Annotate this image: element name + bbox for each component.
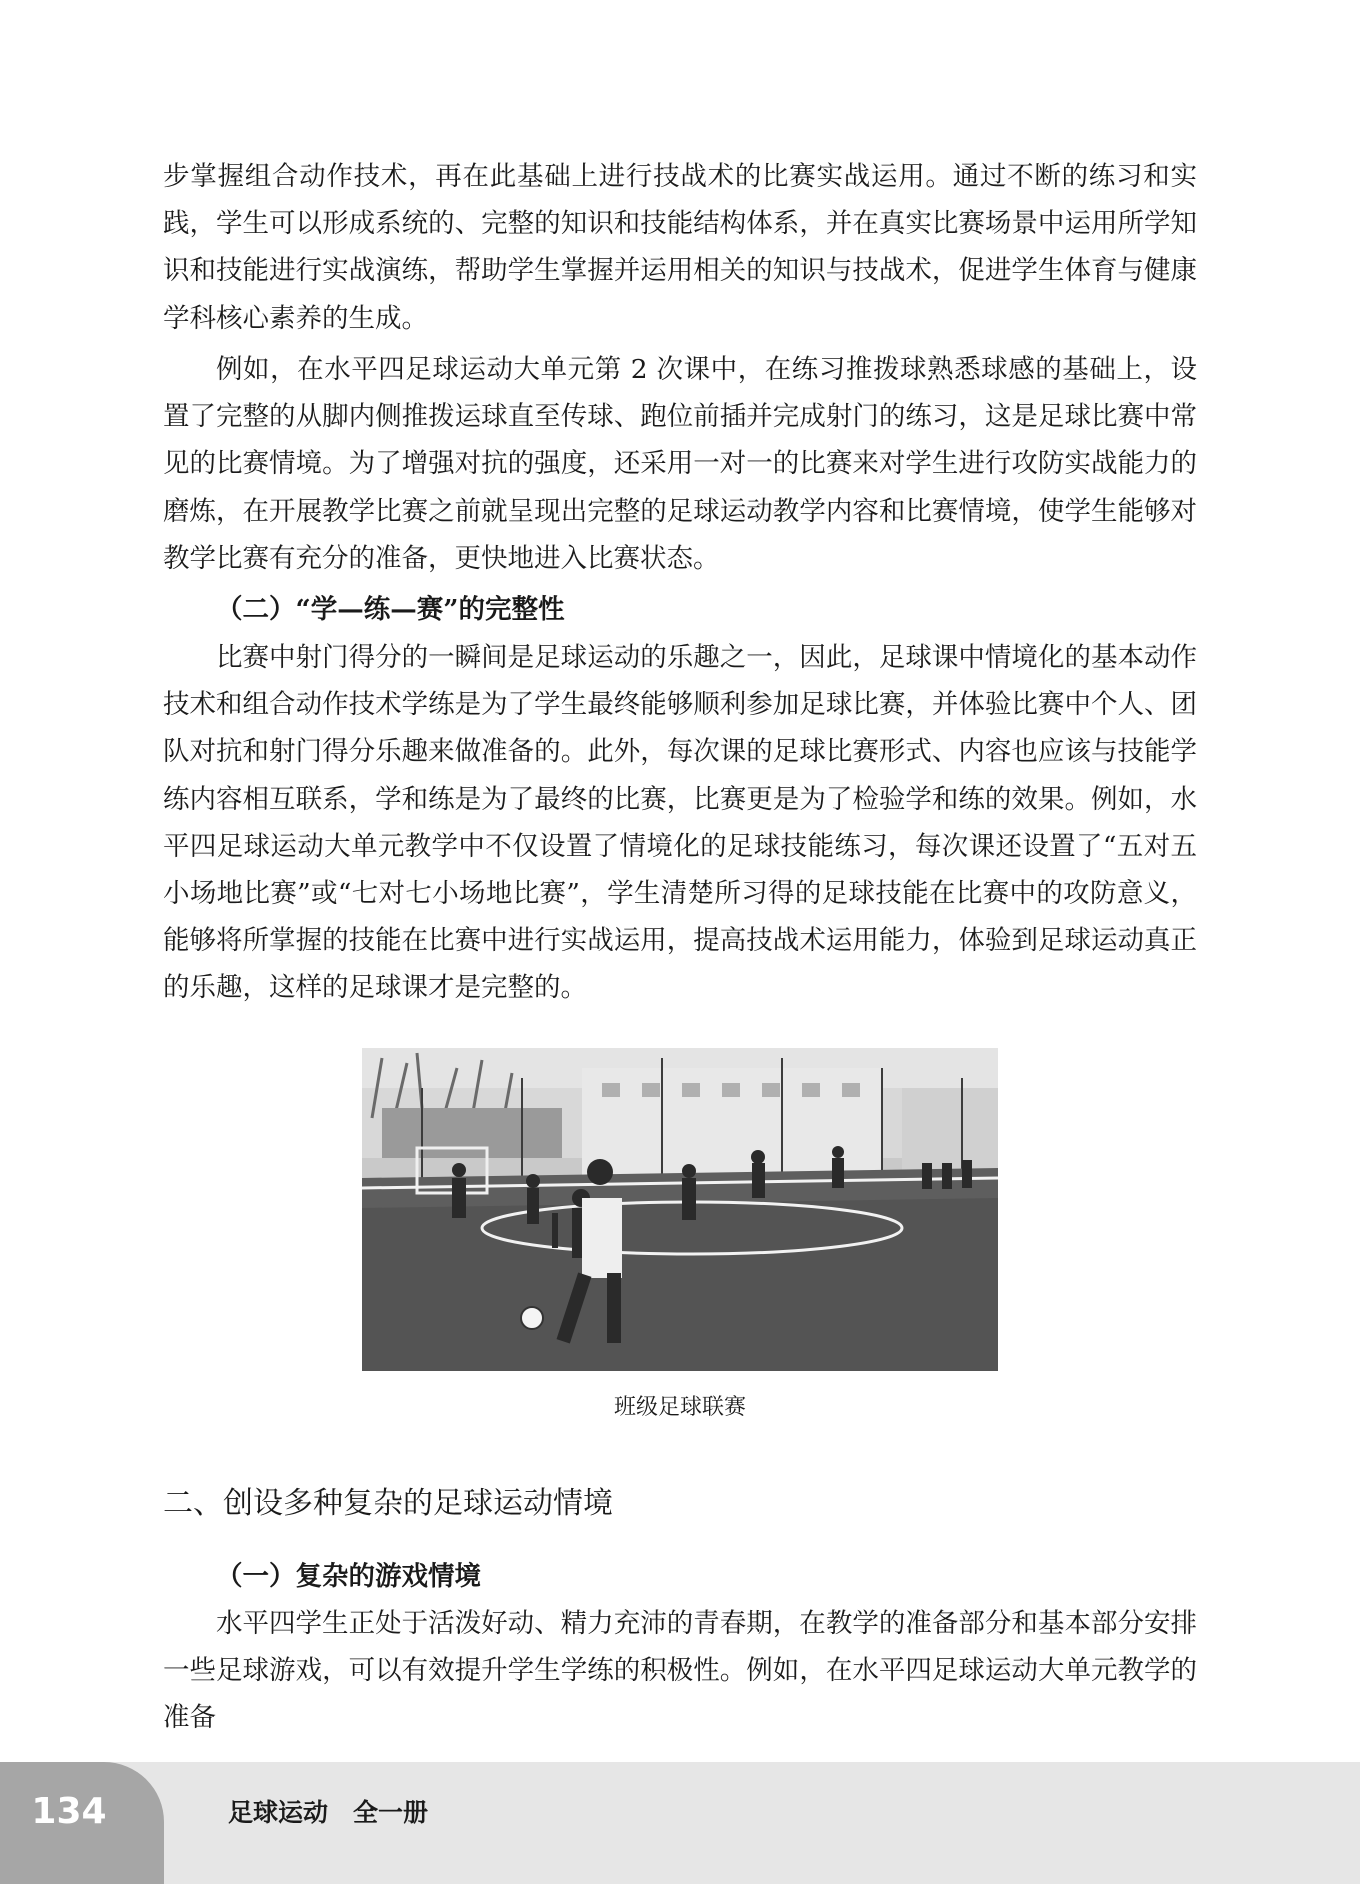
body-paragraph: 比赛中射门得分的一瞬间是足球运动的乐趣之一，因此，足球课中情境化的基本动作技术和组合动作技术学练是为了学生最终能够顺利参加足球比赛，并体验比赛中个人、团队对抗和射门得分乐趣来做准备的。此外，每次课的足球比赛形式、内容也应该与技能学练内容相互联系，学和练是为了最终的比赛，比赛更是为了检验学和练的效果。例如，水平四足球运动大单元教学中不仅设置了情境化的足球技能练习，每次课还设置了“五对五小场地比赛”或“七对七小场地比赛”，学生清楚所习得的足球技能在比赛中的攻防意义，能够将所掌握的技能在比赛中进行实战运用，提高技战术运用能力，体验到足球运动真正的乐趣，这样的足球课才是完整的。 [163, 642, 1197, 1004]
body-paragraph: 水平四学生正处于活泼好动、精力充沛的青春期，在教学的准备部分和基本部分安排一些足球游戏，可以有效提升学生学练的积极性。例如，在水平四足球运动大单元教学的准备 [163, 1608, 1197, 1734]
football-match-photo [362, 1048, 998, 1371]
section-heading: 二、创设多种复杂的足球运动情境 [163, 1486, 613, 1521]
subheading: （二）“学—练—赛”的完整性 [216, 594, 565, 625]
photo-caption: 班级足球联赛 [613, 1395, 746, 1420]
page-footer [0, 1762, 1360, 1884]
body-paragraph: 例如，在水平四足球运动大单元第 2 次课中，在练习推拨球熟悉球感的基础上，设置了完整的从脚内侧推拨运球直至传球、跑位前插并完成射门的练习，这是足球比赛中常见的比赛情境。为了增强对抗的强度，还采用一对一的比赛来对学生进行攻防实战能力的磨炼，在开展教学比赛之前就呈现出完整的足球运动教学内容和比赛情境，使学生能够对教学比赛有充分的准备，更快地进入比赛状态。 [163, 354, 1197, 574]
page-number: 134 [31, 1791, 107, 1832]
page-number-tab [0, 1762, 164, 1884]
body-paragraph: 步掌握组合动作技术，再在此基础上进行技战术的比赛实战运用。通过不断的练习和实践，学生可以形成系统的、完整的知识和技能结构体系，并在真实比赛场景中运用所学知识和技能进行实战演练，帮助学生掌握并运用相关的知识与技战术，促进学生体育与健康学科核心素养的生成。 [163, 161, 1197, 334]
book-title: 足球运动 全一册 [228, 1798, 429, 1827]
subheading: （一）复杂的游戏情境 [216, 1561, 481, 1592]
